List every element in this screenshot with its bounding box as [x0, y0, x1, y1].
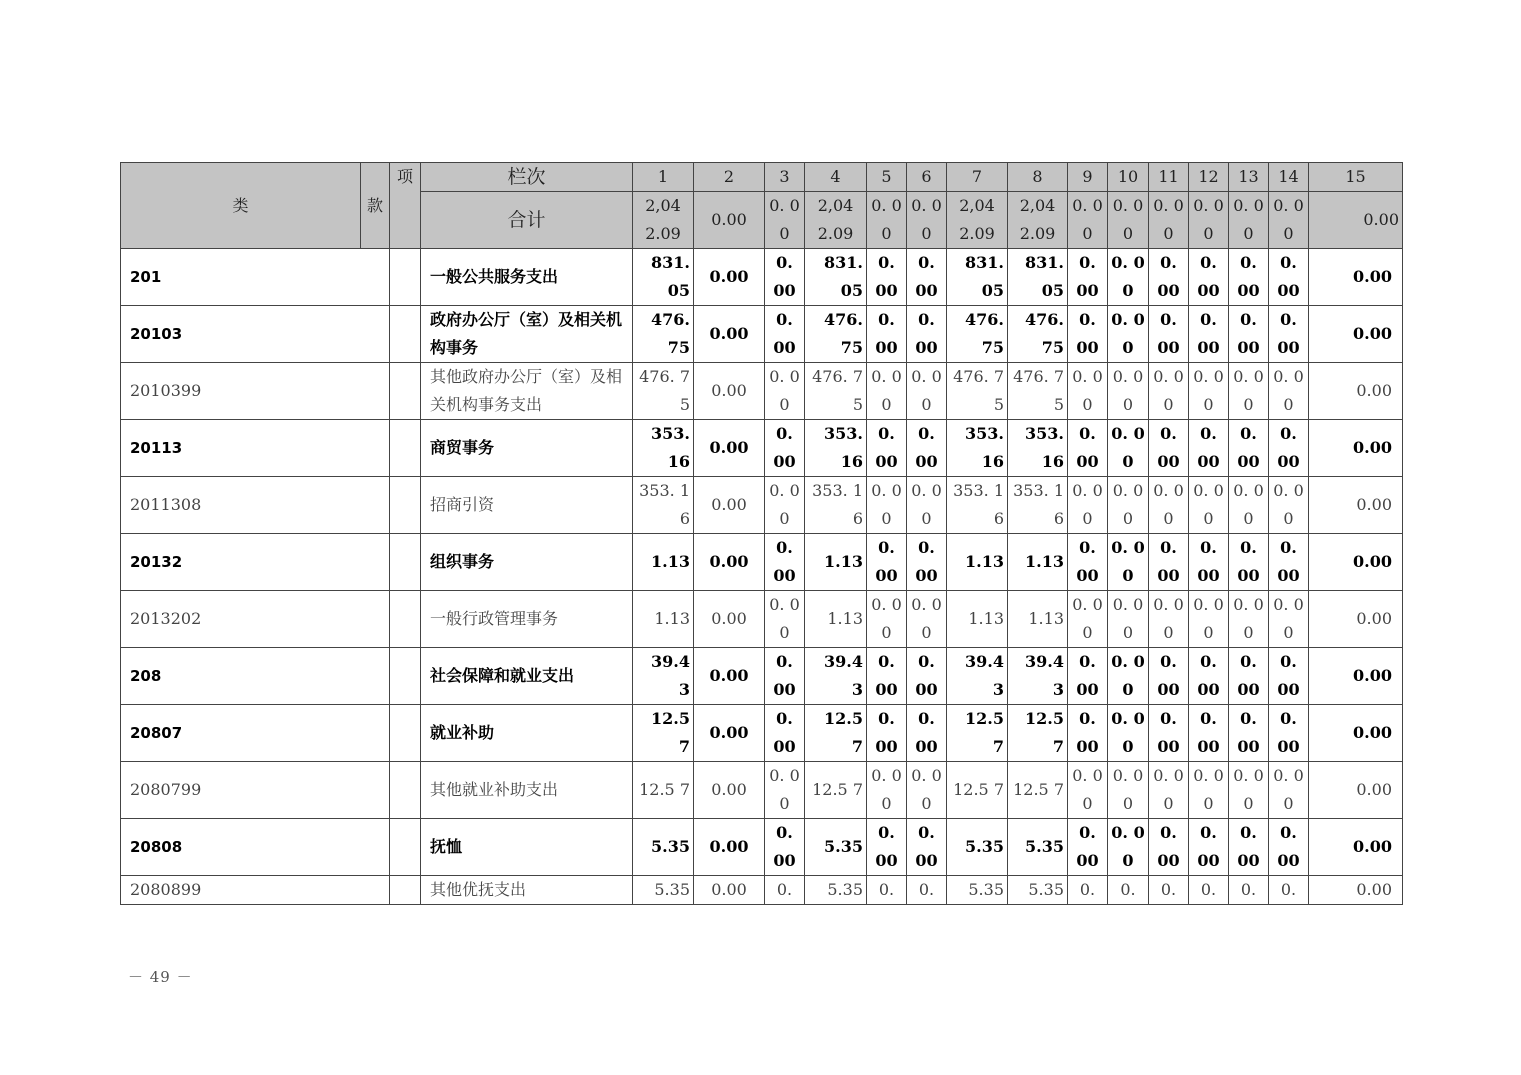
value-cell: 831. 05 [805, 249, 867, 306]
row-code: 20113 [121, 420, 361, 477]
row-kuan [361, 363, 390, 420]
header-xiang: 项 [390, 163, 421, 249]
row-code: 2010399 [121, 363, 361, 420]
value-cell: 39.4 3 [805, 648, 867, 705]
value-cell: 0. 00 [1269, 705, 1309, 762]
value-cell: 0. 00 [1108, 819, 1149, 876]
value-cell: 0. [1189, 876, 1229, 905]
value-cell: 0. 00 [1189, 477, 1229, 534]
value-cell: 12.5 7 [805, 762, 867, 819]
value-cell: 12.5 7 [947, 762, 1008, 819]
table-row [121, 591, 1403, 648]
value-cell: 353. 16 [947, 420, 1008, 477]
row-code: 20103 [121, 306, 361, 363]
row-xiang [390, 705, 421, 762]
value-cell: 0. [907, 876, 947, 905]
value-cell: 0. 00 [765, 477, 805, 534]
row-code: 201 [121, 249, 361, 306]
table-row [121, 876, 1403, 905]
value-cell: 0. 00 [1149, 591, 1189, 648]
total-cell: 0. 00 [1068, 192, 1108, 249]
value-cell: 0. 00 [1108, 762, 1149, 819]
value-cell: 5.35 [947, 876, 1008, 905]
value-cell: 0. 00 [1108, 648, 1149, 705]
value-cell: 0. [1269, 876, 1309, 905]
total-cell: 0. 00 [1269, 192, 1309, 249]
value-cell: 0. 00 [765, 648, 805, 705]
value-cell: 0.00 [694, 306, 765, 363]
value-cell: 0. 00 [1269, 420, 1309, 477]
value-cell: 353. 16 [1008, 477, 1068, 534]
row-kuan [361, 819, 390, 876]
value-cell: 0. 00 [765, 363, 805, 420]
value-cell: 0. 00 [765, 534, 805, 591]
value-cell: 0. 00 [1149, 705, 1189, 762]
value-cell: 0. 00 [1229, 363, 1269, 420]
value-cell: 0. 00 [1108, 534, 1149, 591]
value-cell: 0. 00 [867, 591, 907, 648]
value-cell: 0. 00 [907, 249, 947, 306]
header-col-number: 3 [765, 163, 805, 192]
value-cell: 0. 00 [1068, 306, 1108, 363]
value-cell: 0. 00 [1068, 762, 1108, 819]
total-cell: 0. 00 [1108, 192, 1149, 249]
value-cell: 0. 00 [867, 705, 907, 762]
row-kuan [361, 249, 390, 306]
value-cell: 353. 16 [947, 477, 1008, 534]
total-cell: 0. 00 [907, 192, 947, 249]
value-cell: 0.00 [694, 819, 765, 876]
value-cell: 0. 00 [1229, 249, 1269, 306]
value-cell: 0. 00 [1189, 420, 1229, 477]
header-col-number: 10 [1108, 163, 1149, 192]
header-row-lanci [121, 163, 1403, 192]
value-cell: 0.00 [1309, 648, 1403, 705]
value-cell: 476. 75 [633, 363, 694, 420]
row-code: 20807 [121, 705, 361, 762]
value-cell: 5.35 [633, 819, 694, 876]
value-cell: 39.4 3 [1008, 648, 1068, 705]
table-body [121, 249, 1403, 905]
value-cell: 0. 00 [1269, 648, 1309, 705]
value-cell: 0. 00 [1269, 249, 1309, 306]
value-cell: 0. 00 [1229, 591, 1269, 648]
value-cell: 353. 16 [633, 420, 694, 477]
value-cell: 0. 00 [1108, 249, 1149, 306]
total-cell: 2,04 2.09 [805, 192, 867, 249]
value-cell: 0.00 [1309, 534, 1403, 591]
row-code: 2011308 [121, 477, 361, 534]
value-cell: 0. 00 [1068, 705, 1108, 762]
value-cell: 0. 00 [1269, 477, 1309, 534]
value-cell: 0. 00 [1108, 306, 1149, 363]
value-cell: 5.35 [947, 819, 1008, 876]
value-cell: 0. 00 [1108, 477, 1149, 534]
value-cell: 1.13 [947, 591, 1008, 648]
value-cell: 476. 75 [633, 306, 694, 363]
value-cell: 0. 00 [1229, 705, 1269, 762]
value-cell: 0. 00 [1068, 648, 1108, 705]
value-cell: 0. [867, 876, 907, 905]
value-cell: 0. 00 [907, 306, 947, 363]
value-cell: 0.00 [694, 591, 765, 648]
table-row [121, 705, 1403, 762]
value-cell: 0. 00 [1108, 420, 1149, 477]
value-cell: 0. 00 [1189, 819, 1229, 876]
value-cell: 0.00 [1309, 420, 1403, 477]
header-col-number: 11 [1149, 163, 1189, 192]
value-cell: 0. 00 [1068, 363, 1108, 420]
value-cell: 0. 00 [907, 477, 947, 534]
value-cell: 1.13 [1008, 534, 1068, 591]
value-cell: 0. 00 [867, 477, 907, 534]
total-cell: 0. 00 [1149, 192, 1189, 249]
value-cell: 0.00 [1309, 306, 1403, 363]
value-cell: 0. 00 [907, 648, 947, 705]
value-cell: 476. 75 [805, 363, 867, 420]
value-cell: 0. 00 [765, 705, 805, 762]
header-col-number: 7 [947, 163, 1008, 192]
row-name: 其他就业补助支出 [421, 762, 633, 819]
total-cell: 2,04 2.09 [633, 192, 694, 249]
value-cell: 0. 00 [1068, 534, 1108, 591]
value-cell: 0. 00 [907, 534, 947, 591]
row-xiang [390, 477, 421, 534]
header-col-number: 1 [633, 163, 694, 192]
header-kuan: 款 [361, 163, 390, 249]
value-cell: 0. 00 [1149, 477, 1189, 534]
value-cell: 831. 05 [1008, 249, 1068, 306]
row-name: 一般行政管理事务 [421, 591, 633, 648]
value-cell: 0. 00 [1189, 249, 1229, 306]
value-cell: 0. 00 [1269, 762, 1309, 819]
value-cell: 0.00 [694, 420, 765, 477]
value-cell: 0. 00 [867, 306, 907, 363]
value-cell: 0. [1149, 876, 1189, 905]
budget-table [120, 162, 1403, 905]
value-cell: 0. 00 [1229, 762, 1269, 819]
value-cell: 476. 75 [947, 306, 1008, 363]
value-cell: 1.13 [1008, 591, 1068, 648]
table-row [121, 420, 1403, 477]
total-cell: 0. 00 [765, 192, 805, 249]
value-cell: 1.13 [633, 591, 694, 648]
value-cell: 0. 00 [1149, 249, 1189, 306]
table-row [121, 648, 1403, 705]
value-cell: 0. 00 [867, 534, 907, 591]
value-cell: 0. 00 [867, 648, 907, 705]
row-name: 商贸事务 [421, 420, 633, 477]
value-cell: 12.5 7 [1008, 705, 1068, 762]
row-kuan [361, 477, 390, 534]
value-cell: 353. 16 [633, 477, 694, 534]
value-cell: 0. 00 [1108, 705, 1149, 762]
value-cell: 39.4 3 [947, 648, 1008, 705]
value-cell: 0. 00 [1068, 591, 1108, 648]
value-cell: 0. 00 [907, 705, 947, 762]
row-name: 政府办公厅（室）及相关机构事务 [421, 306, 633, 363]
value-cell: 0. 00 [1149, 819, 1189, 876]
total-cell: 0.00 [694, 192, 765, 249]
header-lanci: 栏次 [421, 163, 633, 192]
row-name: 招商引资 [421, 477, 633, 534]
value-cell: 0. 00 [765, 762, 805, 819]
row-code: 2080899 [121, 876, 361, 905]
value-cell: 476. 75 [947, 363, 1008, 420]
value-cell: 1.13 [633, 534, 694, 591]
value-cell: 0.00 [694, 648, 765, 705]
row-kuan [361, 534, 390, 591]
value-cell: 0. 00 [1229, 420, 1269, 477]
value-cell: 0. 00 [1149, 762, 1189, 819]
value-cell: 0.00 [1309, 705, 1403, 762]
row-kuan [361, 306, 390, 363]
row-code: 208 [121, 648, 361, 705]
value-cell: 1.13 [805, 591, 867, 648]
total-cell: 0.00 [1309, 192, 1403, 249]
row-name: 抚恤 [421, 819, 633, 876]
table-row [121, 306, 1403, 363]
value-cell: 0. 00 [1229, 819, 1269, 876]
value-cell: 831. 05 [633, 249, 694, 306]
value-cell: 0. 00 [1229, 477, 1269, 534]
value-cell: 831. 05 [947, 249, 1008, 306]
row-xiang [390, 306, 421, 363]
row-kuan [361, 420, 390, 477]
value-cell: 0. 00 [1229, 648, 1269, 705]
value-cell: 0.00 [1309, 591, 1403, 648]
row-kuan [361, 762, 390, 819]
row-xiang [390, 534, 421, 591]
value-cell: 12.5 7 [633, 762, 694, 819]
value-cell: 0.00 [1309, 249, 1403, 306]
value-cell: 12.5 7 [805, 705, 867, 762]
value-cell: 1.13 [947, 534, 1008, 591]
header-col-number: 13 [1229, 163, 1269, 192]
header-col-number: 6 [907, 163, 947, 192]
value-cell: 0. 00 [1068, 819, 1108, 876]
value-cell: 0.00 [1309, 762, 1403, 819]
value-cell: 0. 00 [1149, 648, 1189, 705]
row-xiang [390, 819, 421, 876]
value-cell: 0.00 [1309, 876, 1403, 905]
value-cell: 0.00 [1309, 363, 1403, 420]
value-cell: 12.5 7 [1008, 762, 1068, 819]
value-cell: 353. 16 [805, 477, 867, 534]
value-cell: 0. 00 [765, 420, 805, 477]
row-name: 其他政府办公厅（室）及相关机构事务支出 [421, 363, 633, 420]
value-cell: 0.00 [694, 876, 765, 905]
value-cell: 0. 00 [1269, 534, 1309, 591]
total-cell: 0. 00 [1189, 192, 1229, 249]
table-row [121, 249, 1403, 306]
value-cell: 353. 16 [805, 420, 867, 477]
value-cell: 0. 00 [867, 363, 907, 420]
row-code: 2080799 [121, 762, 361, 819]
table-row [121, 534, 1403, 591]
value-cell: 0. 00 [1189, 648, 1229, 705]
total-cell: 2,04 2.09 [947, 192, 1008, 249]
value-cell: 0. [1108, 876, 1149, 905]
value-cell: 0. 00 [1149, 363, 1189, 420]
value-cell: 5.35 [805, 819, 867, 876]
value-cell: 0.00 [694, 363, 765, 420]
header-col-number: 5 [867, 163, 907, 192]
value-cell: 0. 00 [1189, 705, 1229, 762]
value-cell: 0. 00 [1269, 306, 1309, 363]
value-cell: 0. 00 [765, 306, 805, 363]
value-cell: 0. 00 [1149, 534, 1189, 591]
value-cell: 39.4 3 [633, 648, 694, 705]
value-cell: 0. 00 [1269, 591, 1309, 648]
row-name: 组织事务 [421, 534, 633, 591]
page-number: － 49 － [128, 968, 193, 986]
value-cell: 0.00 [694, 477, 765, 534]
row-name: 其他优抚支出 [421, 876, 633, 905]
value-cell: 0. [765, 876, 805, 905]
row-kuan [361, 648, 390, 705]
row-code: 2013202 [121, 591, 361, 648]
value-cell: 0.00 [694, 534, 765, 591]
value-cell: 0. [1068, 876, 1108, 905]
value-cell: 0. 00 [765, 819, 805, 876]
value-cell: 0. 00 [907, 363, 947, 420]
value-cell: 0. 00 [1229, 534, 1269, 591]
value-cell: 0. 00 [907, 591, 947, 648]
value-cell: 0. 00 [1269, 819, 1309, 876]
row-name: 一般公共服务支出 [421, 249, 633, 306]
row-xiang [390, 648, 421, 705]
header-col-number: 15 [1309, 163, 1403, 192]
value-cell: 0. 00 [1189, 306, 1229, 363]
header-heji: 合计 [421, 192, 633, 249]
row-xiang [390, 420, 421, 477]
value-cell: 0.00 [694, 705, 765, 762]
value-cell: 0. 00 [867, 819, 907, 876]
value-cell: 0.00 [1309, 819, 1403, 876]
row-name: 社会保障和就业支出 [421, 648, 633, 705]
value-cell: 353. 16 [1008, 420, 1068, 477]
value-cell: 0. 00 [1068, 249, 1108, 306]
value-cell: 0. 00 [1189, 534, 1229, 591]
value-cell: 0.00 [694, 249, 765, 306]
value-cell: 1.13 [805, 534, 867, 591]
value-cell: 0.00 [1309, 477, 1403, 534]
value-cell: 12.5 7 [633, 705, 694, 762]
value-cell: 0. 00 [1189, 591, 1229, 648]
value-cell: 0. 00 [1189, 363, 1229, 420]
value-cell: 12.5 7 [947, 705, 1008, 762]
header-col-number: 2 [694, 163, 765, 192]
value-cell: 0. 00 [867, 420, 907, 477]
value-cell: 0. 00 [1108, 591, 1149, 648]
value-cell: 476. 75 [1008, 363, 1068, 420]
value-cell: 0. 00 [1108, 363, 1149, 420]
value-cell: 0. 00 [765, 591, 805, 648]
value-cell: 0. 00 [1189, 762, 1229, 819]
header-col-number: 4 [805, 163, 867, 192]
value-cell: 0. 00 [867, 762, 907, 819]
row-kuan [361, 591, 390, 648]
value-cell: 0. 00 [1068, 477, 1108, 534]
total-cell: 0. 00 [1229, 192, 1269, 249]
total-cell: 0. 00 [867, 192, 907, 249]
row-kuan [361, 705, 390, 762]
value-cell: 0. [1229, 876, 1269, 905]
value-cell: 5.35 [1008, 819, 1068, 876]
total-cell: 2,04 2.09 [1008, 192, 1068, 249]
row-xiang [390, 876, 421, 905]
value-cell: 0. 00 [1149, 306, 1189, 363]
header-col-number: 12 [1189, 163, 1229, 192]
row-code: 20132 [121, 534, 361, 591]
value-cell: 0. 00 [1229, 306, 1269, 363]
value-cell: 5.35 [805, 876, 867, 905]
row-name: 就业补助 [421, 705, 633, 762]
value-cell: 0. 00 [907, 762, 947, 819]
header-col-number: 14 [1269, 163, 1309, 192]
value-cell: 476. 75 [805, 306, 867, 363]
value-cell: 0. 00 [867, 249, 907, 306]
value-cell: 0. 00 [907, 420, 947, 477]
header-lei: 类 [121, 163, 361, 249]
row-xiang [390, 591, 421, 648]
row-xiang [390, 363, 421, 420]
row-code: 20808 [121, 819, 361, 876]
table-row [121, 819, 1403, 876]
value-cell: 0. 00 [907, 819, 947, 876]
row-xiang [390, 762, 421, 819]
table-row [121, 762, 1403, 819]
value-cell: 476. 75 [1008, 306, 1068, 363]
value-cell: 5.35 [1008, 876, 1068, 905]
row-xiang [390, 249, 421, 306]
value-cell: 0. 00 [1149, 420, 1189, 477]
table-row [121, 477, 1403, 534]
value-cell: 0. 00 [1269, 363, 1309, 420]
value-cell: 0.00 [694, 762, 765, 819]
table-row [121, 363, 1403, 420]
value-cell: 5.35 [633, 876, 694, 905]
value-cell: 0. 00 [1068, 420, 1108, 477]
value-cell: 0. 00 [765, 249, 805, 306]
header-col-number: 8 [1008, 163, 1068, 192]
header-col-number: 9 [1068, 163, 1108, 192]
row-kuan [361, 876, 390, 905]
